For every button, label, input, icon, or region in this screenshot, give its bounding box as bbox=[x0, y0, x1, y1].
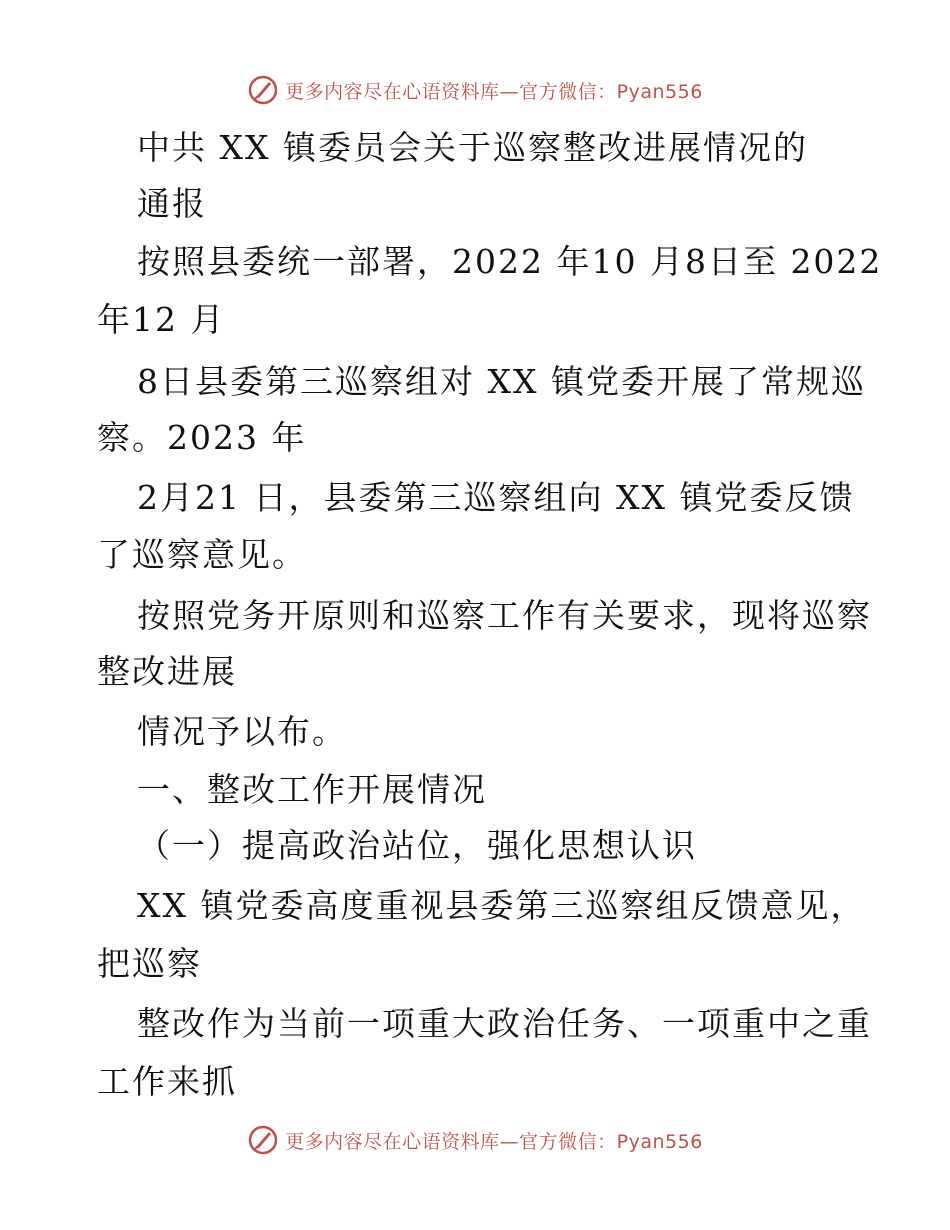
section-heading: 一、整改工作开展情况 bbox=[137, 770, 487, 809]
paragraph-line: XX 镇党委高度重视县委第三巡察组反馈意见， bbox=[137, 886, 866, 925]
paragraph-line: 8日县委第三巡察组对 XX 镇党委开展了常规巡 bbox=[137, 362, 866, 401]
paragraph-line: 工作来抓 bbox=[97, 1062, 237, 1101]
watermark-text: 更多内容尽在心语资料库—官方微信：Pyan556 bbox=[285, 1130, 703, 1153]
feather-pen-icon bbox=[247, 74, 279, 106]
subsection-heading: （一）提高政治站位，强化思想认识 bbox=[137, 826, 697, 865]
paragraph-line: 察。2023 年 bbox=[97, 418, 307, 457]
paragraph-line: 按照县委统一部署，2022 年10 月8日至 2022 bbox=[137, 242, 883, 281]
feather-pen-icon bbox=[247, 1124, 279, 1156]
paragraph-line: 情况予以布。 bbox=[137, 712, 347, 751]
paragraph-line: 2月21 日，县委第三巡察组向 XX 镇党委反馈 bbox=[137, 478, 855, 517]
watermark-header bbox=[0, 70, 950, 110]
watermark-footer bbox=[0, 1120, 950, 1160]
document-title-line-1: 中共 XX 镇委员会关于巡察整改进展情况的 bbox=[137, 128, 808, 167]
watermark-text: 更多内容尽在心语资料库—官方微信：Pyan556 bbox=[285, 80, 703, 103]
paragraph-line: 整改作为当前一项重大政治任务、一项重中之重 bbox=[137, 1004, 872, 1043]
paragraph-line: 了巡察意见。 bbox=[97, 535, 307, 574]
document-title-line-2: 通报 bbox=[137, 184, 207, 223]
paragraph-line: 把巡察 bbox=[97, 944, 202, 983]
paragraph-line: 整改进展 bbox=[97, 652, 237, 691]
paragraph-line: 按照党务开原则和巡察工作有关要求，现将巡察 bbox=[137, 596, 872, 635]
paragraph-line: 年12 月 bbox=[97, 300, 226, 339]
